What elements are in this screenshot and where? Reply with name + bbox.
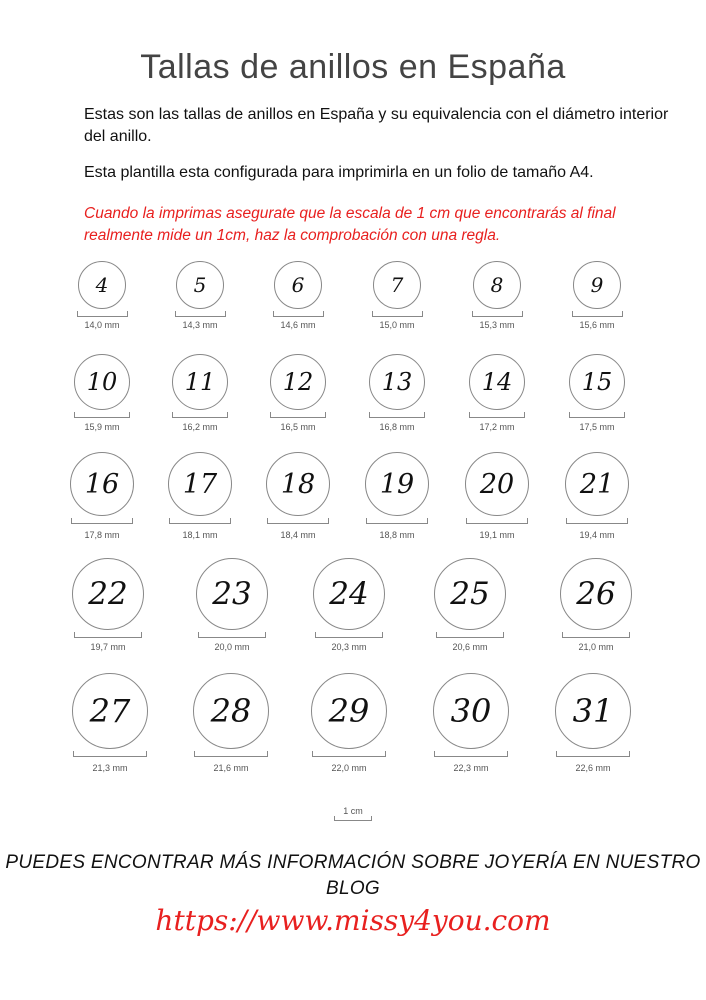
ring-size-24 [313,558,385,659]
ring-diameter-label: 15,6 mm [579,320,615,330]
ring-size-number: 17 [182,468,218,500]
ring-circle [168,452,232,516]
ring-size-21 [565,452,629,547]
ring-circle [72,558,144,630]
ring-size-29 [311,673,387,780]
ring-diameter-label: 19,4 mm [579,530,615,540]
ring-diameter-ruler [77,312,128,317]
ring-size-number: 22 [88,575,128,612]
ring-size-23 [196,558,268,659]
ring-size-number: 25 [450,575,490,612]
ring-diameter-ruler [273,312,324,317]
ring-diameter-ruler [366,519,428,524]
ring-size-number: 5 [193,273,207,297]
ring-circle [555,673,631,749]
ring-size-number: 27 [89,692,131,730]
ring-circle [70,452,134,516]
ring-circle [266,452,330,516]
scale-warning: Cuando la imprimas asegurate que la escala de 1 cm que encontrarás al final realmente mide un 1cm, haz la comprobación con una regla. [84,205,616,244]
ring-size-5 [175,261,226,337]
ring-diameter-ruler [436,633,504,638]
scale-bar-1cm [334,806,372,821]
ring-diameter-ruler [73,752,147,757]
ring-size-7 [372,261,423,337]
ring-size-26 [560,558,632,659]
ring-size-number: 9 [590,273,604,297]
ring-size-15 [569,354,625,439]
ring-size-9 [572,261,623,337]
ring-size-number: 12 [282,368,314,396]
ring-circle [469,354,525,410]
ring-diameter-ruler [71,519,133,524]
ring-size-30 [433,673,509,780]
intro-text: Estas son las tallas de anillos en España y su equivalencia con el diámetro interior del anillo. [84,106,669,145]
ring-circle [434,558,506,630]
ring-circle [573,261,621,309]
ring-diameter-label: 21,0 mm [578,642,614,652]
ring-circle [176,261,224,309]
ring-diameter-ruler [566,519,628,524]
ring-size-number: 24 [329,575,369,612]
ring-circle [433,673,509,749]
ring-diameter-label: 18,4 mm [280,530,316,540]
ring-size-number: 23 [212,575,252,612]
ring-circle [365,452,429,516]
ring-circle [473,261,521,309]
ring-size-number: 6 [291,273,305,297]
ring-size-number: 4 [95,273,109,297]
ring-diameter-ruler [469,413,525,418]
ring-size-8 [472,261,523,337]
ring-diameter-label: 20,3 mm [331,642,367,652]
ring-circle [569,354,625,410]
ring-circle [172,354,228,410]
ring-size-number: 7 [390,273,404,297]
ring-size-14 [469,354,525,439]
ring-diameter-ruler [472,312,523,317]
ring-diameter-label: 18,8 mm [379,530,415,540]
ring-diameter-ruler [74,633,142,638]
ring-size-10 [74,354,130,439]
ring-diameter-ruler [169,519,231,524]
ring-circle [274,261,322,309]
ring-diameter-label: 16,5 mm [280,422,316,432]
ring-diameter-label: 17,5 mm [579,422,615,432]
ring-diameter-label: 20,0 mm [214,642,250,652]
ring-size-number: 26 [576,575,616,612]
scale-label: 1 cm [343,806,363,816]
ring-diameter-ruler [369,413,425,418]
ring-size-11 [172,354,228,439]
ring-size-17 [168,452,232,547]
ring-diameter-ruler [270,413,326,418]
ring-size-25 [434,558,506,659]
ring-diameter-label: 22,3 mm [453,763,489,773]
ring-size-number: 31 [572,692,614,730]
ring-circle [465,452,529,516]
ring-diameter-label: 22,0 mm [331,763,367,773]
ring-size-number: 21 [579,468,615,500]
ring-size-number: 14 [481,368,513,396]
ring-diameter-ruler [466,519,528,524]
ring-diameter-label: 15,9 mm [84,422,120,432]
ring-diameter-label: 14,6 mm [280,320,316,330]
ring-diameter-ruler [312,752,386,757]
ring-circle [72,673,148,749]
ring-diameter-ruler [569,413,625,418]
ring-size-number: 20 [479,468,515,500]
ring-size-number: 16 [84,468,120,500]
ring-size-31 [555,673,631,780]
ring-circle [565,452,629,516]
ring-size-number: 19 [379,468,415,500]
ring-size-13 [369,354,425,439]
ring-diameter-label: 19,1 mm [479,530,515,540]
ring-diameter-label: 16,2 mm [182,422,218,432]
ring-size-28 [193,673,269,780]
footer-info: PUEDES ENCONTRAR MÁS INFORMACIÓN SOBRE JOYERÍA EN NUESTRO BLOG [5,852,701,899]
ring-diameter-label: 15,0 mm [379,320,415,330]
ring-diameter-label: 21,6 mm [213,763,249,773]
ring-size-number: 11 [184,368,216,396]
ring-diameter-label: 14,3 mm [182,320,218,330]
ring-size-20 [465,452,529,547]
ring-size-4 [77,261,128,337]
ring-size-number: 13 [381,368,413,396]
ring-circle [74,354,130,410]
ring-circle [313,558,385,630]
ring-size-number: 28 [210,692,252,730]
ring-circle [373,261,421,309]
ring-circle [560,558,632,630]
ring-size-12 [270,354,326,439]
ring-diameter-label: 19,7 mm [90,642,126,652]
ring-size-number: 29 [328,692,370,730]
ring-diameter-label: 22,6 mm [575,763,611,773]
ring-diameter-ruler [562,633,630,638]
ring-circle [369,354,425,410]
ring-circle [311,673,387,749]
ring-circle [196,558,268,630]
ring-diameter-label: 16,8 mm [379,422,415,432]
ring-size-18 [266,452,330,547]
ring-size-22 [72,558,144,659]
ring-diameter-label: 15,3 mm [479,320,515,330]
ring-diameter-ruler [267,519,329,524]
ring-diameter-ruler [434,752,508,757]
ring-diameter-ruler [198,633,266,638]
ring-diameter-ruler [572,312,623,317]
ring-size-16 [70,452,134,547]
ring-diameter-ruler [315,633,383,638]
blog-link[interactable]: https://www.missy4you.com [155,904,551,937]
ring-size-number: 15 [581,368,613,396]
ring-diameter-label: 18,1 mm [182,530,218,540]
ring-size-6 [273,261,324,337]
ring-diameter-label: 20,6 mm [452,642,488,652]
ring-circle [78,261,126,309]
ring-size-number: 10 [86,368,118,396]
ring-diameter-ruler [172,413,228,418]
ring-diameter-ruler [74,413,130,418]
ring-diameter-ruler [194,752,268,757]
ring-circle [270,354,326,410]
ring-size-19 [365,452,429,547]
ring-size-number: 8 [490,273,504,297]
ring-diameter-label: 17,2 mm [479,422,515,432]
ring-diameter-ruler [556,752,630,757]
ring-size-number: 30 [450,692,492,730]
ring-diameter-label: 21,3 mm [92,763,128,773]
ring-diameter-label: 17,8 mm [84,530,120,540]
ring-diameter-ruler [372,312,423,317]
scale-bar-line [334,817,372,821]
ring-diameter-ruler [175,312,226,317]
print-note: Esta plantilla esta configurada para imprimirla en un folio de tamaño A4. [84,164,594,181]
ring-circle [193,673,269,749]
ring-diameter-label: 14,0 mm [84,320,120,330]
ring-size-number: 18 [280,468,316,500]
ring-size-27 [72,673,148,780]
page-title: Tallas de anillos en España [140,48,566,86]
